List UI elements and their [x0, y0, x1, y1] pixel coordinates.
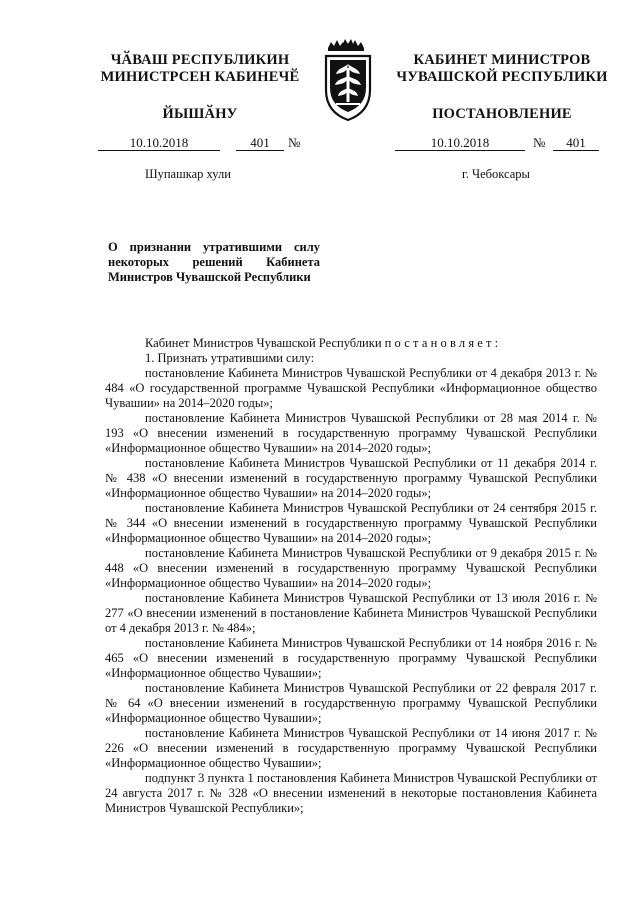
header-left-doc-type: ЙЫШӐНУ: [162, 106, 238, 122]
list-item: постановление Кабинета Министров Чувашской Республики от 4 декабря 2013 г. № 484 «О государственной программе Чувашской Республики «Информационное общество Чувашии» на 2014–2020 годы»;: [105, 366, 597, 410]
header-right-line2: ЧУВАШСКОЙ РЕСПУБЛИКИ: [396, 69, 608, 85]
no-sign-right: №: [533, 135, 546, 150]
no-sign-left: №: [288, 135, 301, 150]
date-left: 10.10.2018: [98, 135, 220, 151]
document-title: О признании утратившими силу некоторых решений Кабинета Министров Чувашской Республики: [108, 240, 320, 284]
list-item: постановление Кабинета Министров Чувашской Республики от 14 июня 2017 г. № 226 «О внесении изменений в государственную программу Чувашской Республики «Информационное общество Чувашии»;: [105, 726, 597, 770]
list-item: постановление Кабинета Министров Чувашской Республики от 14 ноября 2016 г. № 465 «О внесении изменений в государственную программу Чувашской Республики «Информационное общество Чувашии»;: [105, 636, 597, 680]
list-item: постановление Кабинета Министров Чувашской Республики от 9 декабря 2015 г. № 448 «О внесении изменений в государственную программу Чувашской Республики «Информационное общество Чувашии» на 2014–2020 годы»;: [105, 546, 597, 590]
header-left-line1: ЧӐВАШ РЕСПУБЛИКИН: [110, 52, 290, 68]
list-item: постановление Кабинета Министров Чувашской Республики от 28 мая 2014 г. № 193 «О внесении изменений в государственную программу Чувашской Республики «Информационное общество Чувашии» на 2014–2020 годы»;: [105, 411, 597, 455]
number-right: 401: [553, 135, 599, 151]
list-item: постановление Кабинета Министров Чувашской Республики от 11 декабря 2014 г. № 438 «О внесении изменений в государственную программу Чувашской Республики «Информационное общество Чувашии» на 2014–2020 годы»;: [105, 456, 597, 500]
list-item: постановление Кабинета Министров Чувашской Республики от 13 июля 2016 г. № 277 «О внесении изменений в постановление Кабинета Министров Чувашской Республики от 4 декабря 2013 г. № 484»;: [105, 591, 597, 635]
header-left: [95, 52, 305, 123]
number-left: 401: [236, 135, 284, 151]
city-left: Шупашкар хули: [145, 167, 231, 181]
intro-verb: постановляет:: [384, 336, 502, 350]
intro-paragraph: [105, 336, 597, 351]
document-body: [105, 336, 597, 816]
chuvash-coat-of-arms-icon: [318, 38, 378, 126]
item-1: 1. Признать утратившими силу:: [145, 351, 315, 365]
header-left-line2: МИНИСТРСЕН КАБИНЕЧӖ: [100, 69, 300, 85]
list-item: постановление Кабинета Министров Чувашской Республики от 24 сентября 2015 г. № 344 «О внесении изменений в государственную программу Чувашской Республики «Информационное общество Чувашии» на 2014–2020 годы»;: [105, 501, 597, 545]
list-item: постановление Кабинета Министров Чувашской Республики от 22 февраля 2017 г. № 64 «О внесении изменений в государственную программу Чувашской Республики «Информационное общество Чувашии»;: [105, 681, 597, 725]
header-right: [387, 52, 617, 123]
intro-prefix: Кабинет Министров Чувашской Республики: [145, 336, 382, 350]
header-right-doc-type: ПОСТАНОВЛЕНИЕ: [432, 106, 572, 122]
list-item: подпункт 3 пункта 1 постановления Кабинета Министров Чувашской Республики от 24 августа 2017 г. № 328 «О внесении изменений в некоторые постановления Кабинета Министров Чувашской Республики»;: [105, 771, 597, 815]
header-right-line1: КАБИНЕТ МИНИСТРОВ: [413, 52, 591, 68]
city-right: г. Чебоксары: [462, 167, 530, 181]
date-right: 10.10.2018: [395, 135, 525, 151]
